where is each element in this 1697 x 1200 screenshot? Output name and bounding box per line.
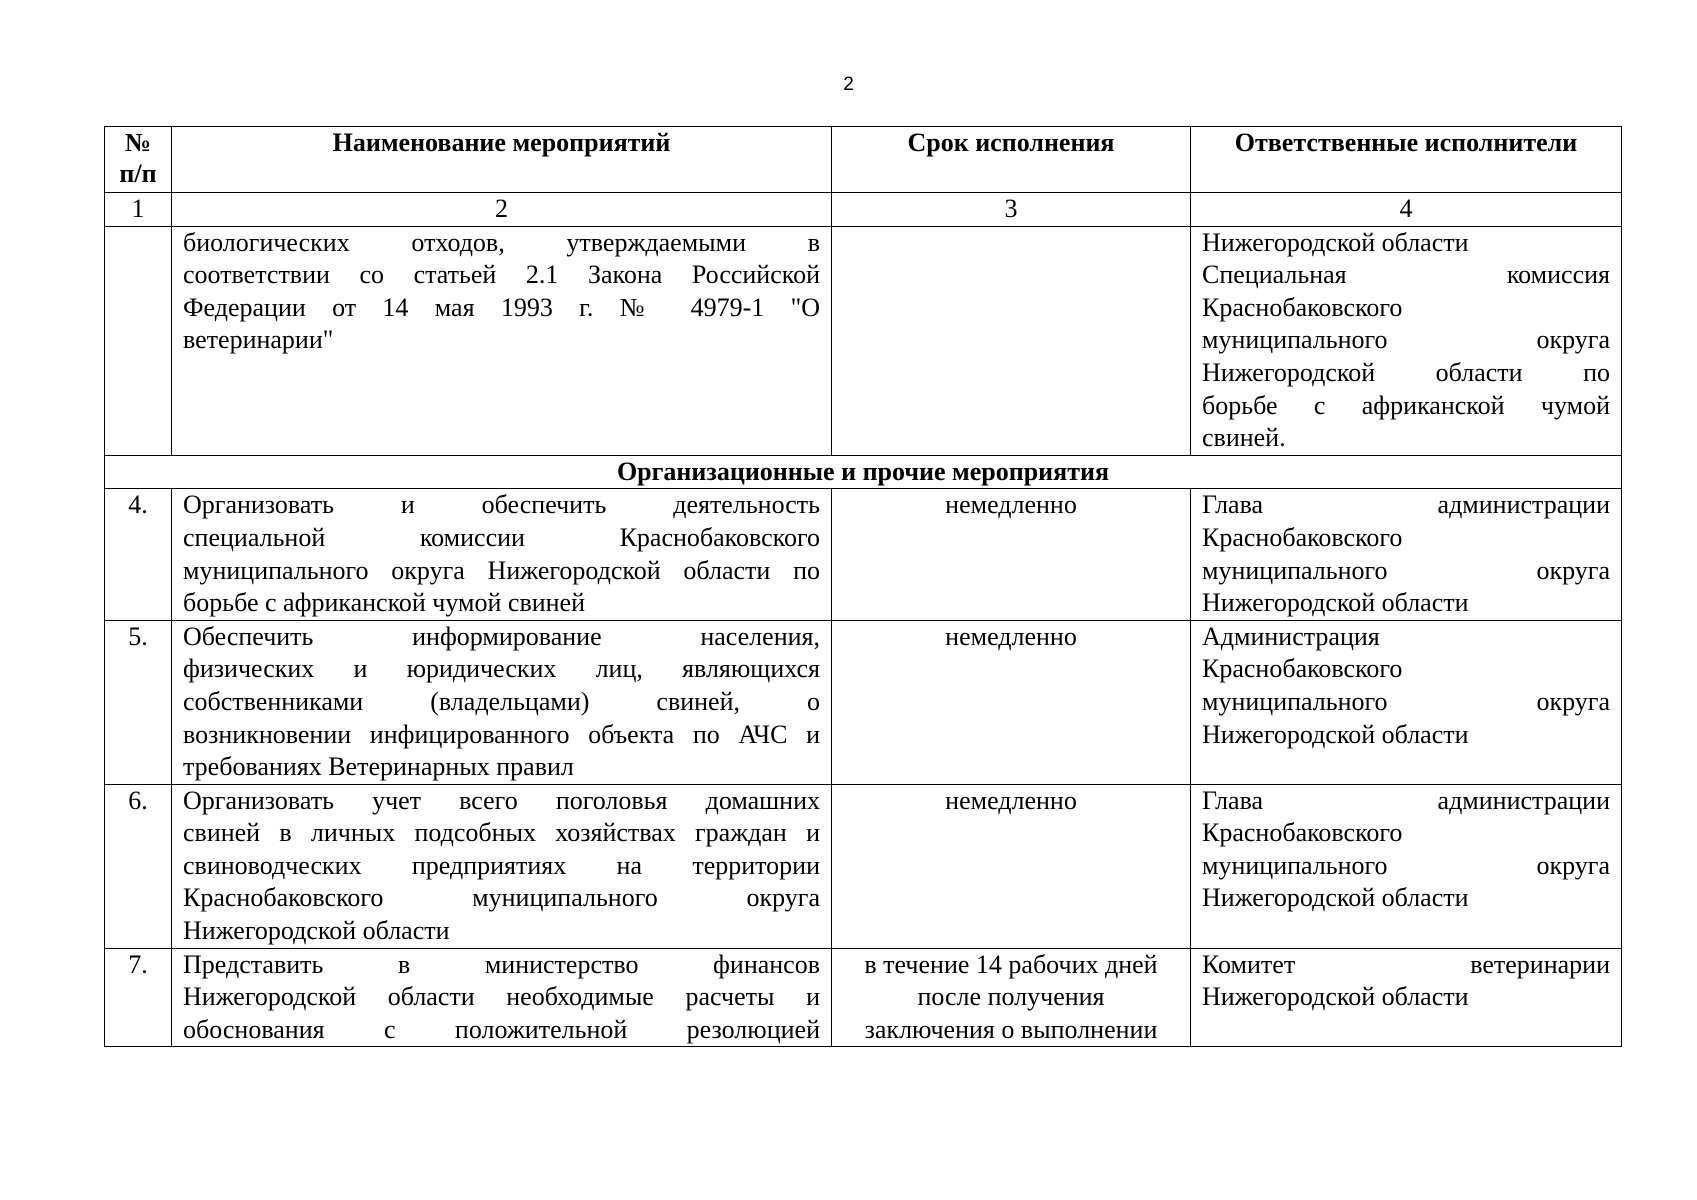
row-responsible: Глава администрации Краснобаковского муниципального округа Нижегородской области: [1191, 489, 1622, 620]
column-index: 1: [105, 193, 172, 227]
column-index: 2: [172, 193, 832, 227]
row-measure-name: Представить в министерство финансов Нижегородской области необходимые расчеты и обоснования с положительной резолюцией: [172, 948, 832, 1047]
table-row: [105, 784, 1622, 948]
row-measure-name: Обеспечить информирование населения, физических и юридических лиц, являющихся собственниками (владельцами) свиней, о возникновении инфицированного объекта по АЧС и требованиях Ветеринарных правил: [172, 620, 832, 784]
table-row: [105, 489, 1622, 620]
table-row: [105, 948, 1622, 1047]
row-measure-name: биологических отходов, утверждаемыми в соответствии со статьей 2.1 Закона Российской Федерации от 14 мая 1993 г. № 4979-1 "О ветеринарии": [172, 226, 832, 455]
section-title: Организационные и прочие мероприятия: [105, 455, 1622, 489]
row-number: 6.: [105, 784, 172, 948]
table-header-row: [105, 127, 1622, 193]
column-index-row: [105, 193, 1622, 227]
table-row: [105, 620, 1622, 784]
row-number: 7.: [105, 948, 172, 1047]
row-deadline: немедленно: [832, 489, 1191, 620]
row-responsible: Глава администрации Краснобаковского муниципального округа Нижегородской области: [1191, 784, 1622, 948]
row-deadline: немедленно: [832, 784, 1191, 948]
header-responsible: Ответственные исполнители: [1191, 127, 1622, 193]
row-measure-name: Организовать учет всего поголовья домашних свиней в личных подсобных хозяйствах граждан и свиноводческих предприятиях на территории Краснобаковского муниципального округа Нижегородской области: [172, 784, 832, 948]
row-responsible: Администрация Краснобаковского муниципального округа Нижегородской области: [1191, 620, 1622, 784]
header-deadline: Срок исполнения: [832, 127, 1191, 193]
row-responsible: Нижегородской области Специальная комиссия Краснобаковского муниципального округа Нижегородской области по борьбе с африканской чумой свиней.: [1191, 226, 1622, 455]
page-number: 2: [843, 74, 854, 95]
column-index: 4: [1191, 193, 1622, 227]
header-number: № п/п: [105, 127, 172, 193]
row-number: 4.: [105, 489, 172, 620]
measures-table: [104, 126, 1622, 1047]
column-index: 3: [832, 193, 1191, 227]
section-row: [105, 455, 1622, 489]
row-deadline: в течение 14 рабочих дней после получения заключения о выполнении: [832, 948, 1191, 1047]
row-measure-name: Организовать и обеспечить деятельность специальной комиссии Краснобаковского муниципального округа Нижегородской области по борьбе с африканской чумой свиней: [172, 489, 832, 620]
row-deadline: немедленно: [832, 620, 1191, 784]
row-number: 5.: [105, 620, 172, 784]
table-row-continued: [105, 226, 1622, 455]
row-number: [105, 226, 172, 455]
row-deadline: [832, 226, 1191, 455]
row-responsible: Комитет ветеринарии Нижегородской области: [1191, 948, 1622, 1047]
header-measure-name: Наименование мероприятий: [172, 127, 832, 193]
